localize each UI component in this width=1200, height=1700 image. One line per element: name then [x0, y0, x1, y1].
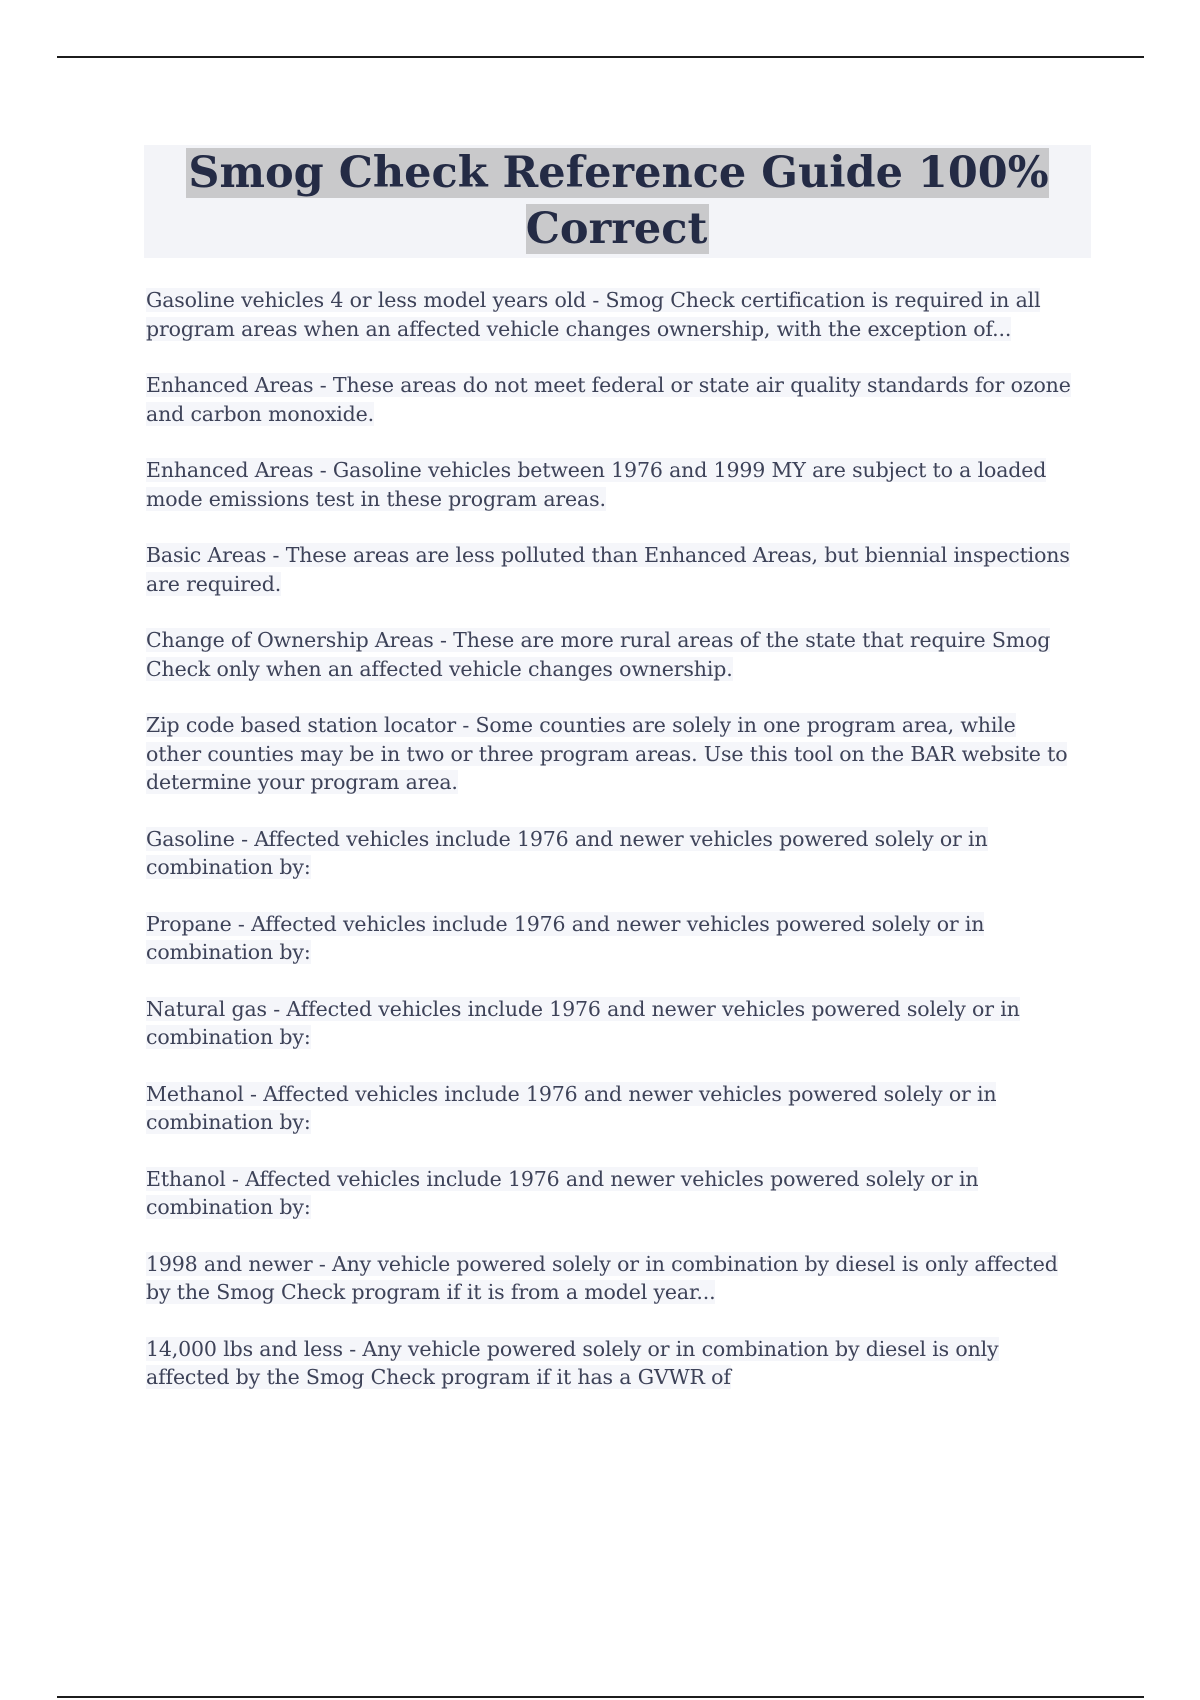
entry-item [146, 1335, 1076, 1392]
entry-item [146, 456, 1076, 513]
document-title [144, 145, 1091, 257]
entry-text: Change of Ownership Areas - These are more rural areas of the state that require Smog Check only when an affected vehicle changes ownership. [146, 628, 1051, 681]
entry-item [146, 541, 1076, 598]
entry-text: Enhanced Areas - Gasoline vehicles between 1976 and 1999 MY are subject to a loaded mode emissions test in these program areas. [146, 458, 1047, 511]
entry-item [146, 711, 1076, 797]
entry-text: Methanol - Affected vehicles include 1976 and newer vehicles powered solely or in combination by: [146, 1081, 997, 1134]
footer-rule [57, 1696, 1144, 1698]
entry-item [146, 371, 1076, 428]
entry-item [146, 1250, 1076, 1307]
entry-item [146, 626, 1076, 683]
entry-text: 14,000 lbs and less - Any vehicle powered solely or in combination by diesel is only affected by the Smog Check program if it has a GVWR of [146, 1336, 999, 1389]
entry-item [146, 995, 1076, 1052]
entry-text: Gasoline - Affected vehicles include 1976 and newer vehicles powered solely or in combination by: [146, 826, 988, 879]
entry-text: Propane - Affected vehicles include 1976 and newer vehicles powered solely or in combination by: [146, 911, 985, 964]
entry-text: Gasoline vehicles 4 or less model years old - Smog Check certification is required in all program areas when an affected vehicle changes ownership, with the exception of... [146, 288, 1041, 341]
entry-item [146, 910, 1076, 967]
entry-item [146, 286, 1076, 343]
document-title-text: Smog Check Reference Guide 100% Correct [188, 148, 1049, 254]
entry-text: 1998 and newer - Any vehicle powered solely or in combination by diesel is only affected by the Smog Check program if it is from a model year... [146, 1251, 1058, 1304]
header-rule [57, 56, 1144, 58]
entry-item [146, 825, 1076, 882]
entry-text: Zip code based station locator - Some counties are solely in one program area, while other counties may be in two or three program areas. Use this tool on the BAR website to determine your program area. [146, 713, 1068, 794]
entry-item [146, 1080, 1076, 1137]
entry-text: Basic Areas - These areas are less polluted than Enhanced Areas, but biennial inspections are required. [146, 543, 1070, 596]
entry-text: Enhanced Areas - These areas do not meet federal or state air quality standards for ozone and carbon monoxide. [146, 373, 1071, 426]
entry-item [146, 1165, 1076, 1222]
entry-text: Ethanol - Affected vehicles include 1976 and newer vehicles powered solely or in combination by: [146, 1166, 979, 1219]
entry-text: Natural gas - Affected vehicles include 1976 and newer vehicles powered solely or in combination by: [146, 996, 1020, 1049]
entry-list [146, 286, 1076, 1420]
